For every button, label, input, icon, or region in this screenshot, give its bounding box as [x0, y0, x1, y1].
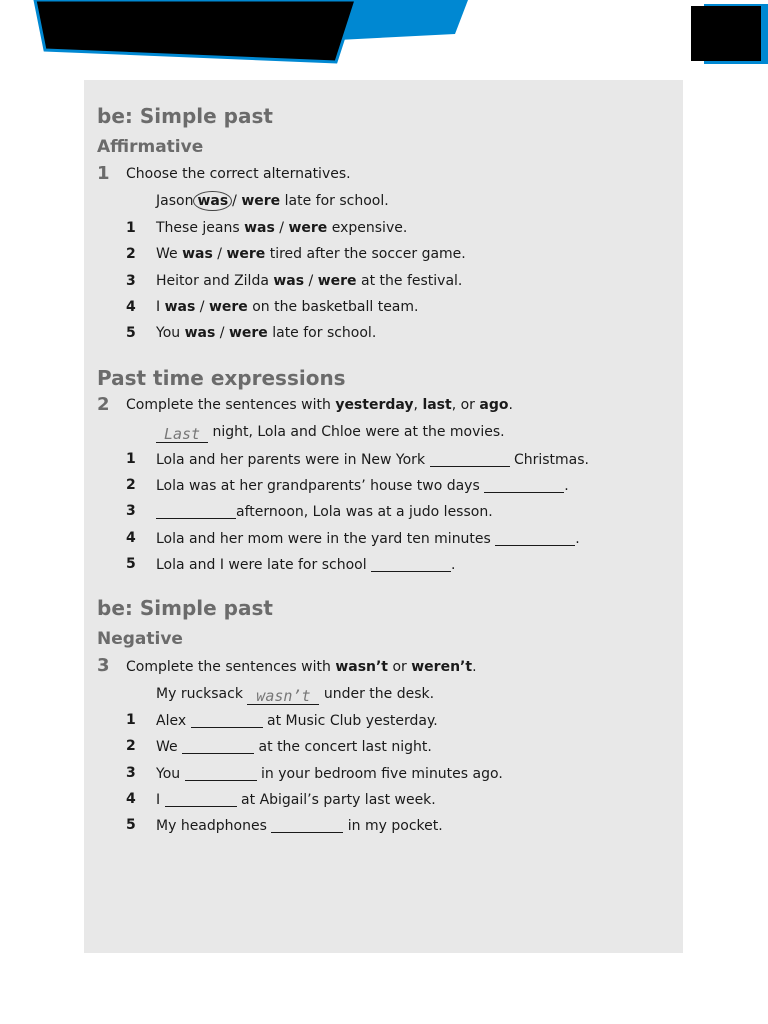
ex1-item-5: You was / were late for school. [156, 325, 377, 341]
header-banner [0, 0, 768, 70]
handwritten-answer: Last [163, 425, 201, 443]
ex3-item-1: Alex at Music Club yesterday. [156, 713, 438, 729]
exercise-3-number: 3 [97, 655, 110, 676]
answer-blank[interactable] [371, 556, 451, 572]
exercise-2-instruction: Complete the sentences with yesterday, last, or ago. [126, 397, 513, 413]
option-was[interactable]: was [184, 325, 216, 341]
option-were[interactable]: were [288, 220, 328, 236]
ex1-item-number: 1 [126, 220, 136, 236]
exercise-3-instruction: Complete the sentences with wasn’t or weren’t. [126, 659, 477, 675]
ex3-item-number: 2 [126, 738, 136, 754]
answer-blank[interactable] [156, 503, 236, 519]
corner-black-square [691, 6, 761, 61]
ex1-item-number: 3 [126, 273, 136, 289]
option-was[interactable]: was [244, 220, 275, 236]
option-was[interactable]: was [273, 273, 305, 289]
ex1-item-4: I was / were on the basketball team. [156, 299, 419, 315]
circled-answer: was [193, 191, 232, 211]
handwritten-answer: wasn’t [256, 687, 311, 705]
exercise-2-example: Last night, Lola and Chloe were at the movies. [156, 424, 505, 443]
ex2-item-number: 1 [126, 451, 136, 467]
exercise-1-instruction: Choose the correct alternatives. [126, 166, 351, 182]
ex2-item-number: 2 [126, 477, 136, 493]
ex2-item-3: afternoon, Lola was at a judo lesson. [156, 503, 493, 520]
answer-blank[interactable] [271, 817, 343, 833]
option-was[interactable]: was [164, 299, 196, 315]
ex3-item-3: You in your bedroom five minutes ago. [156, 766, 503, 782]
exercise-1-number: 1 [97, 163, 110, 184]
ex1-item-number: 5 [126, 325, 136, 341]
ex2-item-4: Lola and her mom were in the yard ten minutes . [156, 531, 580, 547]
ex2-item-5: Lola and I were late for school . [156, 557, 456, 573]
answer-blank[interactable] [430, 451, 510, 467]
section-3-subheading: Negative [97, 629, 183, 649]
ex3-item-number: 5 [126, 817, 136, 833]
section-1-heading: be: Simple past [97, 104, 273, 128]
ex2-item-number: 5 [126, 556, 136, 572]
answer-blank[interactable] [495, 530, 575, 546]
ex3-item-number: 3 [126, 765, 136, 781]
answer-blank[interactable] [185, 765, 257, 781]
option-were[interactable]: were [228, 325, 268, 341]
section-3-heading: be: Simple past [97, 596, 273, 620]
ex1-item-1: These jeans was / were expensive. [156, 220, 408, 236]
ex2-item-number: 3 [126, 503, 136, 519]
answer-blank[interactable] [182, 738, 254, 754]
ex1-item-number: 4 [126, 299, 136, 315]
option-were[interactable]: were [226, 246, 266, 262]
answer-blank[interactable] [165, 791, 237, 807]
exercise-3-example: My rucksack wasn’t under the desk. [156, 686, 435, 705]
answer-blank[interactable] [484, 477, 564, 493]
option-were[interactable]: were [317, 273, 357, 289]
ex3-item-number: 4 [126, 791, 136, 807]
banner-blue-shape [338, 0, 468, 40]
ex1-item-number: 2 [126, 246, 136, 262]
option-was[interactable]: was [182, 246, 213, 262]
ex2-item-2: Lola was at her grandparents’ house two days . [156, 478, 569, 494]
option-were[interactable]: were [208, 299, 248, 315]
ex1-item-2: We was / were tired after the soccer game. [156, 246, 466, 262]
exercise-2-number: 2 [97, 394, 110, 415]
ex3-item-2: We at the concert last night. [156, 739, 432, 755]
ex3-item-4: I at Abigail’s party last week. [156, 792, 436, 808]
ex2-item-number: 4 [126, 530, 136, 546]
ex3-item-5: My headphones in my pocket. [156, 818, 443, 834]
banner-black-shape [35, 0, 356, 62]
ex2-item-1: Lola and her parents were in New York Christmas. [156, 452, 590, 468]
section-1-subheading: Affirmative [97, 137, 204, 157]
answer-blank [156, 427, 208, 443]
section-2-heading: Past time expressions [97, 366, 346, 390]
exercise-1-example: Jason was / were late for school. [156, 193, 389, 209]
ex1-item-3: Heitor and Zilda was / were at the festival. [156, 273, 463, 289]
ex3-item-number: 1 [126, 712, 136, 728]
answer-blank [247, 689, 319, 705]
answer-blank[interactable] [191, 712, 263, 728]
